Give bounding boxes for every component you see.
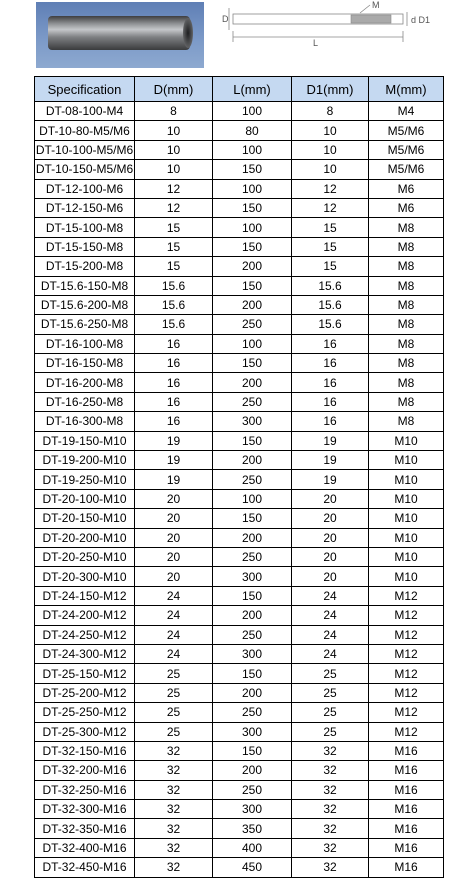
cell-l: 80 — [213, 121, 292, 140]
cell-specification: DT-24-300-M12 — [35, 644, 135, 663]
cell-d1: 15 — [292, 218, 369, 237]
cell-specification: DT-10-80-M5/M6 — [35, 121, 135, 140]
cell-d: 24 — [135, 644, 213, 663]
cell-d: 32 — [135, 838, 213, 857]
cell-specification: DT-19-150-M10 — [35, 431, 135, 450]
cell-d: 15 — [135, 237, 213, 256]
table-row — [35, 354, 444, 373]
cell-specification: DT-15-200-M8 — [35, 257, 135, 276]
cell-l: 200 — [213, 451, 292, 470]
cell-d1: 32 — [292, 761, 369, 780]
cell-d: 16 — [135, 373, 213, 392]
cell-specification: DT-12-100-M6 — [35, 179, 135, 198]
cell-d1: 24 — [292, 625, 369, 644]
cell-d1: 20 — [292, 489, 369, 508]
cell-specification: DT-16-200-M8 — [35, 373, 135, 392]
table-row — [35, 528, 444, 547]
cell-d: 19 — [135, 451, 213, 470]
cell-specification: DT-20-200-M10 — [35, 528, 135, 547]
cell-d1: 24 — [292, 644, 369, 663]
cell-d: 12 — [135, 198, 213, 217]
cell-m: M8 — [369, 218, 444, 237]
cell-d1: 10 — [292, 160, 369, 179]
cell-d: 15.6 — [135, 315, 213, 334]
cell-d1: 12 — [292, 198, 369, 217]
cell-m: M10 — [369, 451, 444, 470]
cell-d: 25 — [135, 664, 213, 683]
cell-d1: 8 — [292, 102, 369, 121]
cell-m: M16 — [369, 800, 444, 819]
cell-d1: 19 — [292, 451, 369, 470]
cell-specification: DT-25-150-M12 — [35, 664, 135, 683]
cell-l: 200 — [213, 761, 292, 780]
cell-l: 150 — [213, 198, 292, 217]
cell-specification: DT-19-200-M10 — [35, 451, 135, 470]
cell-specification: DT-24-200-M12 — [35, 606, 135, 625]
cell-d1: 32 — [292, 858, 369, 877]
cell-l: 150 — [213, 276, 292, 295]
cell-l: 250 — [213, 392, 292, 411]
cell-l: 200 — [213, 606, 292, 625]
cell-d1: 25 — [292, 664, 369, 683]
table-row — [35, 625, 444, 644]
cell-m: M12 — [369, 722, 444, 741]
cell-d: 15.6 — [135, 276, 213, 295]
cell-m: M5/M6 — [369, 140, 444, 159]
technical-drawing — [215, 0, 455, 52]
cell-specification: DT-16-250-M8 — [35, 392, 135, 411]
cell-d1: 10 — [292, 121, 369, 140]
cell-l: 200 — [213, 373, 292, 392]
label-d: D — [222, 14, 229, 24]
cell-d: 25 — [135, 722, 213, 741]
cell-l: 200 — [213, 528, 292, 547]
cell-l: 200 — [213, 683, 292, 702]
cell-d: 16 — [135, 412, 213, 431]
cell-d: 32 — [135, 761, 213, 780]
table-row — [35, 160, 444, 179]
cell-m: M10 — [369, 567, 444, 586]
cell-d1: 15 — [292, 237, 369, 256]
table-row — [35, 102, 444, 121]
cell-d: 24 — [135, 606, 213, 625]
cell-m: M12 — [369, 703, 444, 722]
table-row — [35, 392, 444, 411]
table-row — [35, 218, 444, 237]
table-row — [35, 722, 444, 741]
cell-l: 150 — [213, 160, 292, 179]
table-row — [35, 800, 444, 819]
table-row — [35, 451, 444, 470]
cell-specification: DT-20-250-M10 — [35, 547, 135, 566]
cell-d1: 25 — [292, 722, 369, 741]
cell-d1: 20 — [292, 567, 369, 586]
cell-specification: DT-32-450-M16 — [35, 858, 135, 877]
cell-m: M10 — [369, 431, 444, 450]
cell-m: M10 — [369, 470, 444, 489]
table-row — [35, 761, 444, 780]
cell-l: 150 — [213, 509, 292, 528]
cell-d1: 32 — [292, 741, 369, 760]
cell-l: 250 — [213, 625, 292, 644]
cell-l: 150 — [213, 431, 292, 450]
cell-l: 350 — [213, 819, 292, 838]
label-l: L — [313, 38, 319, 48]
cell-l: 150 — [213, 354, 292, 373]
carbide-rod-image — [48, 16, 190, 50]
cell-m: M8 — [369, 295, 444, 314]
cell-d: 32 — [135, 741, 213, 760]
cell-specification: DT-15.6-200-M8 — [35, 295, 135, 314]
cell-l: 300 — [213, 644, 292, 663]
cell-d: 20 — [135, 489, 213, 508]
cell-specification: DT-16-150-M8 — [35, 354, 135, 373]
cell-l: 400 — [213, 838, 292, 857]
table-row — [35, 683, 444, 702]
cell-d: 24 — [135, 625, 213, 644]
cell-l: 200 — [213, 257, 292, 276]
cell-m: M10 — [369, 547, 444, 566]
cell-m: M8 — [369, 354, 444, 373]
cell-d: 25 — [135, 703, 213, 722]
cell-specification: DT-15-150-M8 — [35, 237, 135, 256]
cell-d1: 15 — [292, 257, 369, 276]
m-leader-line — [360, 5, 370, 13]
cell-m: M12 — [369, 625, 444, 644]
table-row — [35, 664, 444, 683]
cell-d1: 20 — [292, 528, 369, 547]
cell-d: 32 — [135, 819, 213, 838]
table-row — [35, 470, 444, 489]
table-row — [35, 276, 444, 295]
cell-d: 19 — [135, 470, 213, 489]
cell-d1: 15.6 — [292, 295, 369, 314]
table-row — [35, 140, 444, 159]
cell-m: M8 — [369, 276, 444, 295]
cell-d: 10 — [135, 121, 213, 140]
cell-l: 250 — [213, 780, 292, 799]
cell-d1: 19 — [292, 431, 369, 450]
cell-l: 150 — [213, 237, 292, 256]
table-row — [35, 858, 444, 877]
cell-specification: DT-25-250-M12 — [35, 703, 135, 722]
cell-d: 12 — [135, 179, 213, 198]
cell-d: 20 — [135, 547, 213, 566]
cell-d: 15 — [135, 218, 213, 237]
cell-l: 100 — [213, 102, 292, 121]
cell-m: M5/M6 — [369, 121, 444, 140]
cell-m: M6 — [369, 198, 444, 217]
cell-d1: 16 — [292, 354, 369, 373]
cell-specification: DT-12-150-M6 — [35, 198, 135, 217]
cell-d: 16 — [135, 354, 213, 373]
cell-d: 32 — [135, 800, 213, 819]
cell-m: M6 — [369, 179, 444, 198]
cell-d: 8 — [135, 102, 213, 121]
cell-d: 20 — [135, 567, 213, 586]
cell-specification: DT-25-300-M12 — [35, 722, 135, 741]
cell-d1: 19 — [292, 470, 369, 489]
cell-m: M8 — [369, 373, 444, 392]
cell-m: M5/M6 — [369, 160, 444, 179]
table-row — [35, 295, 444, 314]
table-row — [35, 567, 444, 586]
thread-section — [351, 15, 391, 23]
cell-specification: DT-15.6-150-M8 — [35, 276, 135, 295]
cell-d1: 25 — [292, 683, 369, 702]
cell-m: M10 — [369, 489, 444, 508]
specification-table — [34, 76, 444, 878]
cell-l: 100 — [213, 140, 292, 159]
cell-specification: DT-08-100-M4 — [35, 102, 135, 121]
cell-l: 300 — [213, 412, 292, 431]
cell-specification: DT-32-400-M16 — [35, 838, 135, 857]
cell-d: 19 — [135, 431, 213, 450]
table-row — [35, 819, 444, 838]
table-row — [35, 780, 444, 799]
cell-m: M8 — [369, 257, 444, 276]
cell-m: M8 — [369, 392, 444, 411]
table-row — [35, 412, 444, 431]
cell-l: 150 — [213, 586, 292, 605]
cell-d: 20 — [135, 509, 213, 528]
cell-d: 32 — [135, 858, 213, 877]
cell-d: 15.6 — [135, 295, 213, 314]
cell-m: M16 — [369, 741, 444, 760]
cell-m: M8 — [369, 334, 444, 353]
label-m: M — [372, 0, 380, 10]
cell-specification: DT-32-150-M16 — [35, 741, 135, 760]
cell-d1: 25 — [292, 703, 369, 722]
cell-d: 20 — [135, 528, 213, 547]
cell-d: 32 — [135, 780, 213, 799]
cell-specification: DT-20-100-M10 — [35, 489, 135, 508]
cell-l: 450 — [213, 858, 292, 877]
cell-l: 250 — [213, 703, 292, 722]
table-row — [35, 489, 444, 508]
cell-specification: DT-19-250-M10 — [35, 470, 135, 489]
table-row — [35, 606, 444, 625]
table-row — [35, 121, 444, 140]
cell-m: M16 — [369, 761, 444, 780]
cell-d: 10 — [135, 140, 213, 159]
cell-m: M12 — [369, 644, 444, 663]
cell-l: 250 — [213, 315, 292, 334]
cell-l: 100 — [213, 179, 292, 198]
cell-specification: DT-16-300-M8 — [35, 412, 135, 431]
cell-specification: DT-10-100-M5/M6 — [35, 140, 135, 159]
cell-m: M16 — [369, 819, 444, 838]
table-row — [35, 198, 444, 217]
table-row — [35, 431, 444, 450]
cell-d1: 16 — [292, 392, 369, 411]
cell-d1: 15.6 — [292, 276, 369, 295]
table-body — [35, 102, 444, 878]
table-row — [35, 237, 444, 256]
cell-specification: DT-32-300-M16 — [35, 800, 135, 819]
cell-m: M8 — [369, 412, 444, 431]
cell-l: 300 — [213, 800, 292, 819]
cell-specification: DT-32-250-M16 — [35, 780, 135, 799]
cell-d: 10 — [135, 160, 213, 179]
table-row — [35, 334, 444, 353]
cell-l: 100 — [213, 489, 292, 508]
product-photo — [36, 2, 204, 68]
cell-specification: DT-32-350-M16 — [35, 819, 135, 838]
cell-d: 16 — [135, 334, 213, 353]
cell-specification: DT-20-150-M10 — [35, 509, 135, 528]
cell-m: M12 — [369, 664, 444, 683]
cell-specification: DT-24-150-M12 — [35, 586, 135, 605]
header-d: D(mm) — [135, 77, 213, 102]
label-d1: d D1 — [411, 15, 431, 25]
table-row — [35, 838, 444, 857]
table-row — [35, 257, 444, 276]
cell-d1: 24 — [292, 606, 369, 625]
cell-d1: 16 — [292, 334, 369, 353]
cell-specification: DT-32-200-M16 — [35, 761, 135, 780]
cell-d: 24 — [135, 586, 213, 605]
cell-l: 300 — [213, 567, 292, 586]
table-row — [35, 547, 444, 566]
cell-d1: 10 — [292, 140, 369, 159]
table-row — [35, 644, 444, 663]
cell-m: M16 — [369, 780, 444, 799]
cell-l: 250 — [213, 470, 292, 489]
cell-l: 100 — [213, 218, 292, 237]
cell-m: M4 — [369, 102, 444, 121]
table-row — [35, 586, 444, 605]
header-specification: Specification — [35, 77, 135, 102]
cell-specification: DT-25-200-M12 — [35, 683, 135, 702]
table-row — [35, 741, 444, 760]
cell-specification: DT-15.6-250-M8 — [35, 315, 135, 334]
table-row — [35, 315, 444, 334]
cell-d1: 32 — [292, 800, 369, 819]
cell-d1: 15.6 — [292, 315, 369, 334]
cell-m: M12 — [369, 606, 444, 625]
cell-specification: DT-15-100-M8 — [35, 218, 135, 237]
cell-d: 25 — [135, 683, 213, 702]
threaded-end-image — [183, 18, 193, 48]
cell-l: 150 — [213, 664, 292, 683]
cell-d: 16 — [135, 392, 213, 411]
cell-m: M12 — [369, 586, 444, 605]
cell-d1: 32 — [292, 780, 369, 799]
cell-specification: DT-24-250-M12 — [35, 625, 135, 644]
cell-m: M8 — [369, 237, 444, 256]
table-row — [35, 373, 444, 392]
cell-d1: 16 — [292, 373, 369, 392]
cell-d1: 12 — [292, 179, 369, 198]
header-m: M(mm) — [369, 77, 444, 102]
cell-d1: 32 — [292, 819, 369, 838]
cell-m: M10 — [369, 528, 444, 547]
cell-l: 250 — [213, 547, 292, 566]
cell-d1: 20 — [292, 547, 369, 566]
cell-specification: DT-10-150-M5/M6 — [35, 160, 135, 179]
table-header-row — [35, 77, 444, 102]
cell-l: 300 — [213, 722, 292, 741]
cell-l: 100 — [213, 334, 292, 353]
cell-m: M8 — [369, 315, 444, 334]
cell-specification: DT-16-100-M8 — [35, 334, 135, 353]
cell-m: M12 — [369, 683, 444, 702]
cell-d1: 20 — [292, 509, 369, 528]
cell-specification: DT-20-300-M10 — [35, 567, 135, 586]
cell-l: 200 — [213, 295, 292, 314]
cell-m: M16 — [369, 858, 444, 877]
table-row — [35, 179, 444, 198]
cell-d1: 32 — [292, 838, 369, 857]
cell-l: 150 — [213, 741, 292, 760]
table-row — [35, 703, 444, 722]
cell-d: 15 — [135, 257, 213, 276]
table-row — [35, 509, 444, 528]
cell-m: M16 — [369, 838, 444, 857]
cell-d1: 16 — [292, 412, 369, 431]
header-d1: D1(mm) — [292, 77, 369, 102]
cell-m: M10 — [369, 509, 444, 528]
cell-d1: 24 — [292, 586, 369, 605]
header-l: L(mm) — [213, 77, 292, 102]
